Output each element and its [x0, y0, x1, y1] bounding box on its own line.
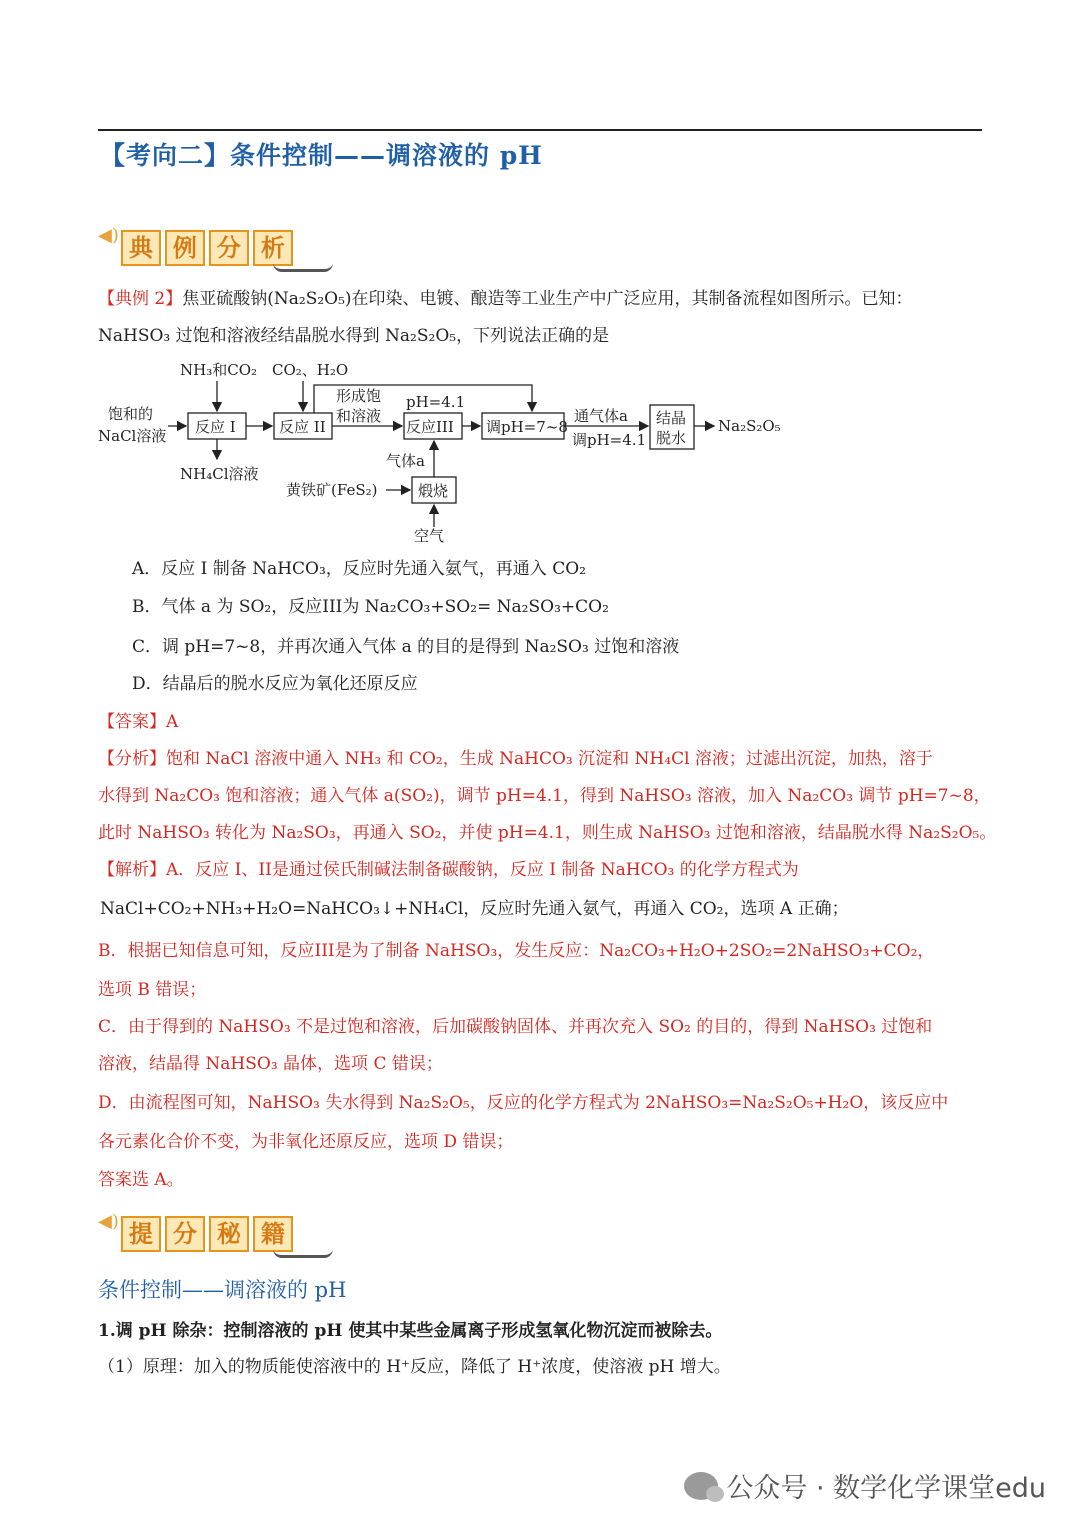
badge-char: 籍 [253, 1216, 293, 1252]
option-a: A．反应 I 制备 NaHCO₃，反应时先通入氨气，再通入 CO₂ [132, 559, 586, 579]
analysis-line: 【分析】饱和 NaCl 溶液中通入 NH₃ 和 CO₂，生成 NaHCO₃ 沉淀和 NH₄Cl 溶液；过滤出沉淀，加热，溶于 [98, 749, 933, 769]
equation-a-text: NaCl+CO₂+NH₃+H₂O=NaHCO₃↓+NH₄Cl，反应时先通入氨气，再通入 CO₂，选项 A 正确； [100, 899, 849, 919]
flow-diagram [96, 355, 796, 550]
badge-char: 析 [253, 230, 293, 266]
answer: 【答案】A [98, 712, 179, 732]
flow-box-5-label-a: 结晶 [656, 409, 687, 427]
badge-typical-example [98, 220, 333, 276]
point-1: 1.调 pH 除杂：控制溶液的 pH 使其中某些金属离子形成氢氧化物沉淀而被除去。 [98, 1321, 723, 1341]
flow-box-4-label: 调pH=7~8 [486, 418, 568, 436]
badge-char: 分 [165, 1216, 205, 1252]
flow-ph2-label: 调pH=4.1 [572, 431, 647, 449]
flow-byproduct: NH₄Cl溶液 [180, 465, 259, 483]
flow-box-6-label: 煅烧 [418, 482, 449, 500]
badge-char: 秘 [209, 1216, 249, 1252]
watermark-text: 公众号 · 数学化学课堂edu [726, 1473, 1046, 1504]
top-rule [98, 129, 982, 131]
example-text: 焦亚硫酸钠(Na₂S₂O₅)在印染、电镀、酿造等工业生产中广泛应用，其制备流程如图所示。已知： [182, 289, 913, 309]
badge-char: 例 [165, 230, 205, 266]
badge-char: 提 [121, 1216, 161, 1252]
sub-title: 条件控制——调溶液的 pH [98, 1278, 347, 1302]
flow-air: 空气 [414, 527, 445, 545]
point-1-1: （1）原理：加入的物质能使溶液中的 H⁺反应，降低了 H⁺浓度，使溶液 pH 增大。 [98, 1357, 731, 1377]
flow-gas-label: 通气体a [574, 407, 628, 425]
flow-gas-a: 气体a [386, 452, 425, 470]
section-title: 【考向二】条件控制——调溶液的 pH [100, 141, 543, 170]
flow-top-2: CO₂、H₂O [272, 361, 349, 379]
explain-line: 各元素化合价不变，为非氧化还原反应，选项 D 错误； [98, 1132, 514, 1152]
flow-input-1: 饱和的 [108, 405, 154, 423]
book-icon [273, 1249, 333, 1258]
flow-form-2: 和溶液 [336, 407, 382, 425]
explain-line: 【解析】A．反应 I、II是通过侯氏制碱法制备碳酸钠，反应 I 制备 NaHCO₃ 的化学方程式为 [98, 860, 799, 880]
option-d: D．结晶后的脱水反应为氧化还原反应 [132, 674, 418, 694]
example-line-1 [98, 288, 913, 310]
equation-a [100, 898, 849, 920]
speaker-icon: ◀) [98, 224, 119, 246]
flow-product: Na₂S₂O₅ [718, 417, 781, 435]
badge-tips [98, 1206, 333, 1262]
flow-ore: 黄铁矿(FeS₂) [286, 481, 378, 499]
explain-line: C．由于得到的 NaHSO₃ 不是过饱和溶液，后加碳酸钠固体、并再次充入 SO₂ 的目的，得到 NaHSO₃ 过饱和 [98, 1017, 933, 1037]
option-b: B．气体 a 为 SO₂，反应III为 Na₂CO₃+SO₂= Na₂SO₃+CO₂ [132, 597, 609, 617]
flow-box-5-label-b: 脱水 [656, 429, 687, 447]
example-line-2: NaHSO₃ 过饱和溶液经结晶脱水得到 Na₂S₂O₅，下列说法正确的是 [98, 326, 610, 346]
analysis-line: 水得到 Na₂CO₃ 饱和溶液；通入气体 a(SO₂)，调节 pH=4.1，得到 NaHSO₃ 溶液，加入 Na₂CO₃ 调节 pH=7~8， [98, 786, 991, 806]
option-c: C．调 pH=7~8，并再次通入气体 a 的目的是得到 Na₂SO₃ 过饱和溶液 [132, 637, 680, 657]
explain-line: D．由流程图可知，NaHSO₃ 失水得到 Na₂S₂O₅，反应的化学方程式为 2NaHSO₃=Na₂S₂O₅+H₂O，该反应中 [98, 1093, 949, 1113]
flow-top-1: NH₃和CO₂ [180, 361, 258, 379]
flow-box-1-label: 反应 I [195, 418, 236, 436]
analysis-line: 此时 NaHSO₃ 转化为 Na₂SO₃，再通入 SO₂，并使 pH=4.1，则生成 NaHSO₃ 过饱和溶液，结晶脱水得 Na₂S₂O₅。 [98, 823, 997, 843]
badge-char: 典 [121, 230, 161, 266]
badge-char: 分 [209, 230, 249, 266]
explain-line: B．根据已知信息可知，反应III是为了制备 NaHSO₃，发生反应：Na₂CO₃+H₂O+2SO₂=2NaHSO₃+CO₂， [98, 941, 935, 961]
flow-box-3-label: 反应III [406, 418, 454, 436]
book-icon [273, 263, 333, 272]
explain-line: 选项 B 错误； [98, 980, 207, 1000]
explain-line: 答案选 A。 [98, 1170, 184, 1190]
flow-input-2: NaCl溶液 [98, 427, 167, 445]
flow-ph: pH=4.1 [406, 393, 466, 411]
flow-box-2-label: 反应 II [279, 418, 326, 436]
wechat-icon [684, 1472, 718, 1500]
example-label: 【典例 2】 [98, 289, 183, 309]
flow-form-1: 形成饱 [336, 387, 382, 405]
speaker-icon: ◀) [98, 1210, 119, 1232]
watermark [684, 1466, 1046, 1505]
explain-line: 溶液，结晶得 NaHSO₃ 晶体，选项 C 错误； [98, 1054, 443, 1074]
